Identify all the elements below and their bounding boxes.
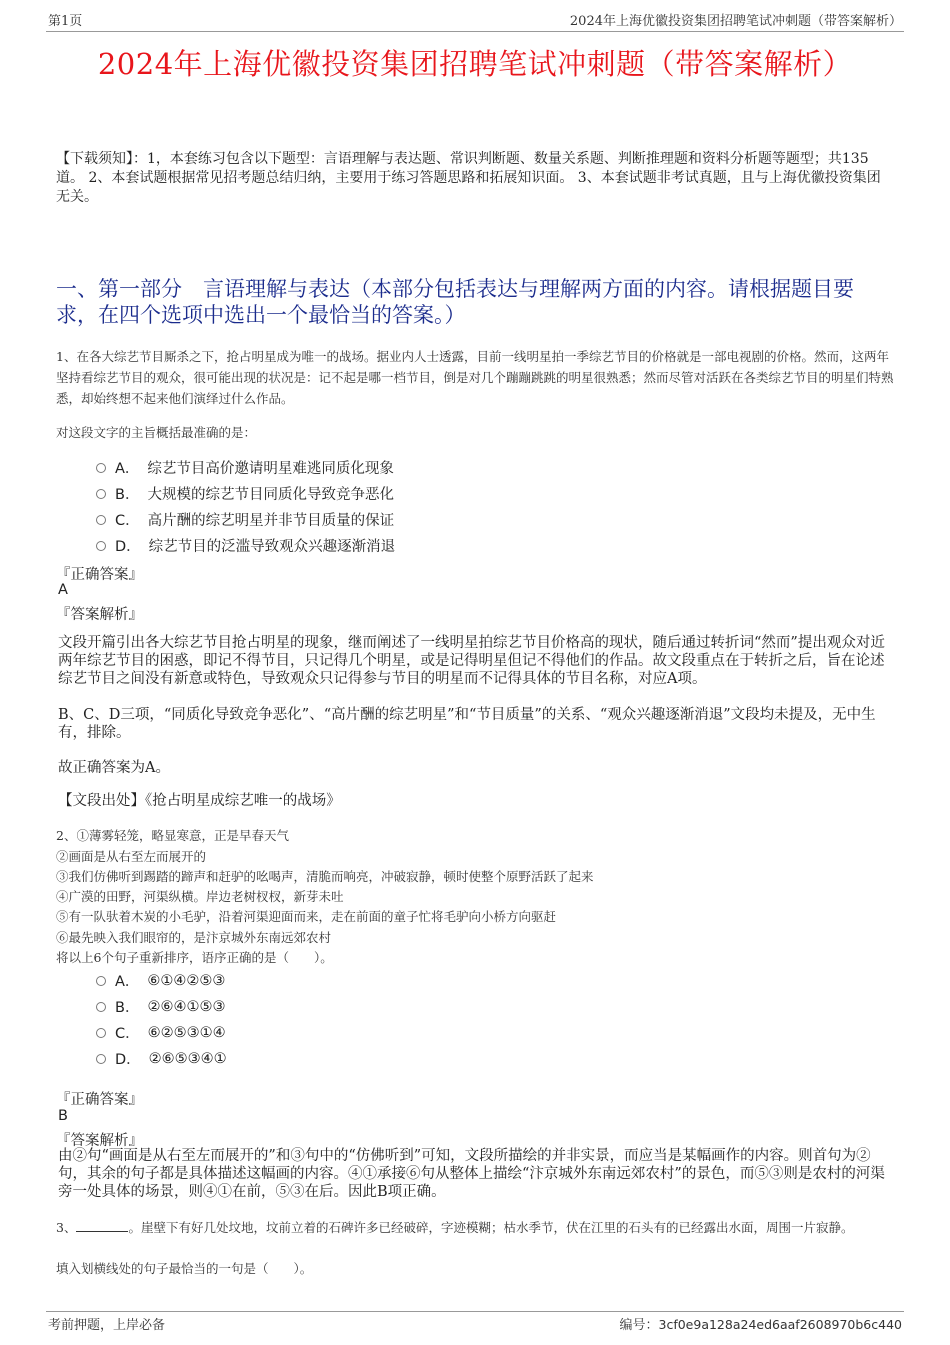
q2-option-d[interactable] — [96, 1048, 227, 1069]
q3-prefix: 3、 — [56, 1220, 77, 1235]
q1-option-d[interactable] — [96, 535, 395, 556]
option-text: ⑥②⑤③①④ — [147, 1024, 226, 1041]
footer-code — [619, 1314, 902, 1333]
q2-option-b[interactable] — [96, 996, 225, 1017]
q2-line-6: ⑥最先映入我们眼帘的，是汴京城外东南远郊农村 — [56, 930, 332, 945]
q1-option-c[interactable] — [96, 509, 394, 530]
q2-answer-tag: 『正确答案』 — [56, 1092, 143, 1108]
option-letter: A． — [115, 974, 140, 990]
option-letter: A． — [115, 461, 140, 477]
footer-code-value: 3cf0e9a128a24ed6aaf2608970b6c440 — [658, 1317, 902, 1332]
q1-answer: A — [58, 582, 68, 598]
q2-line-5: ⑤有一队驮着木炭的小毛驴，沿着河渠迎面而来，走在前面的童子忙将毛驴向小桥方向驱赶 — [56, 909, 557, 924]
option-text: ②⑥⑤③④① — [148, 1050, 227, 1067]
document-title: 2024年上海优徽投资集团招聘笔试冲刺题（带答案解析） — [97, 47, 853, 81]
option-letter: B． — [115, 487, 140, 503]
q2-analysis: 由②句“画面是从右至左而展开的”和③句中的“仿佛听到”可知，文段所描绘的并非实景，而应当是某幅画作的内容。则首句为②句，其余的句子都是具体描述这幅画的内容。④①承接⑥句从整体上描绘“汴京城外东南远郊农村”的景色，而⑤③则是农村的河渠旁一处具体的场景，则④①在前，⑤③在后。因此B项正确。 — [58, 1148, 885, 1200]
q2-answer: B — [58, 1108, 68, 1124]
q3-ask: 填入划横线处的句子最恰当的一句是（ ）。 — [56, 1261, 313, 1276]
radio-icon[interactable] — [96, 976, 106, 986]
q1-answer-tag: 『正确答案』 — [56, 567, 143, 583]
q2-analysis-tag: 『答案解析』 — [56, 1133, 143, 1149]
radio-icon[interactable] — [96, 463, 106, 473]
option-text: ②⑥④①⑤③ — [147, 998, 226, 1015]
radio-icon[interactable] — [96, 1028, 106, 1038]
header-divider — [46, 31, 904, 32]
footer-slogan: 考前押题，上岸必备 — [48, 1318, 166, 1333]
section-heading: 一、第一部分 言语理解与表达（本部分包括表达与理解两方面的内容。请根据题目要求，在四个选项中选出一个最恰当的答案。） — [56, 277, 854, 327]
q2-line-2: ②画面是从右至左而展开的 — [56, 849, 207, 864]
question-1-stem: 1、在各大综艺节目厮杀之下，抢占明星成为唯一的战场。据业内人士透露，目前一线明星拍一季综艺节目的价格就是一部电视剧的价格。然而，这两年坚持看综艺节目的观众，很可能出现的状况是：记不起是哪一档节目，倒是对几个蹦蹦跳跳的明星很熟悉；然而尽管对活跃在各类综艺节目的明星们特熟悉，却始终想不起来他们演绎过什么作品。 — [56, 349, 894, 406]
option-text: 大规模的综艺节目同质化导致竞争恶化 — [147, 487, 394, 503]
q1-option-b[interactable] — [96, 483, 394, 504]
option-letter: B． — [115, 1000, 140, 1016]
q1-analysis-2: B、C、D三项，“同质化导致竞争恶化”、“高片酬的综艺明星”和“节目质量”的关系、“观众兴趣逐渐消退”文段均未提及，无中生有，排除。 — [58, 707, 876, 741]
q1-analysis-1: 文段开篇引出各大综艺节目抢占明星的现象，继而阐述了一线明星拍综艺节目价格高的现状，随后通过转折词“然而”提出观众对近两年综艺节目的困惑，即记不得节目，只记得几个明星，或是记得明星但记不得他们的作品。故文段重点在于转折之后，旨在论述综艺节目之间没有新意或特色，导致观众只记得参与节目的明星而不记得具体的节目名称，对应A项。 — [58, 635, 885, 687]
option-text: 高片酬的综艺明星并非节目质量的保证 — [147, 513, 395, 529]
option-letter: C． — [115, 513, 140, 529]
footer-divider — [46, 1311, 904, 1312]
q1-analysis-tag: 『答案解析』 — [56, 607, 143, 623]
q1-analysis-3: 故正确答案为A。 — [58, 760, 170, 776]
q3-stem — [56, 1217, 894, 1238]
running-header-title: 2024年上海优徽投资集团招聘笔试冲刺题（带答案解析） — [569, 14, 902, 29]
q1-source: 【文段出处】《抢占明星成综艺唯一的战场》 — [58, 793, 341, 809]
download-notice: 【下载须知】：1，本套练习包含以下题型：言语理解与表达题、常识判断题、数量关系题、判断推理题和资料分析题等题型；共135道。 2、本套试题根据常见招考题总结归纳，主要用于练习答题思路和拓展知识面。 3、本套试题非考试真题，且与上海优徽投资集团无关。 — [56, 151, 881, 205]
radio-icon[interactable] — [96, 541, 106, 551]
q2-ask: 将以上6个句子重新排序，语序正确的是（ ）。 — [56, 950, 333, 965]
option-text: 综艺节目高价邀请明星难逃同质化现象 — [147, 461, 394, 477]
radio-icon[interactable] — [96, 515, 106, 525]
page-number: 第1页 — [48, 14, 83, 29]
q2-line-3: ③我们仿佛听到踢踏的蹄声和赶驴的吆喝声，清脆而响亮，冲破寂静，顿时使整个原野活跃了起来 — [56, 869, 594, 884]
q3-stem-text: 。崖壁下有好几处坟地，坟前立着的石碑许多已经破碎，字迹模糊；枯水季节，伏在江里的石头有的已经露出水面，周围一片寂静。 — [128, 1220, 854, 1235]
footer-code-label: 编号： — [619, 1318, 659, 1333]
radio-icon[interactable] — [96, 489, 106, 499]
radio-icon[interactable] — [96, 1002, 106, 1012]
option-text: ⑥①④②⑤③ — [147, 972, 226, 989]
option-letter: D． — [115, 539, 141, 555]
q2-option-c[interactable] — [96, 1022, 226, 1043]
option-letter: C． — [115, 1026, 140, 1042]
q2-line-1: 2、①薄雾轻笼，略显寒意，正是早春天气 — [56, 828, 289, 843]
option-letter: D． — [115, 1052, 141, 1068]
q2-option-a[interactable] — [96, 970, 225, 991]
option-text: 综艺节目的泛滥导致观众兴趣逐渐消退 — [148, 539, 396, 555]
q1-option-a[interactable] — [96, 457, 394, 478]
radio-icon[interactable] — [96, 1054, 106, 1064]
fill-in-blank — [76, 1218, 128, 1232]
q2-line-4: ④广漠的田野，河渠纵横。岸边老树杈杈，新芽未吐 — [56, 889, 344, 904]
question-1-ask: 对这段文字的主旨概括最准确的是： — [56, 425, 257, 440]
